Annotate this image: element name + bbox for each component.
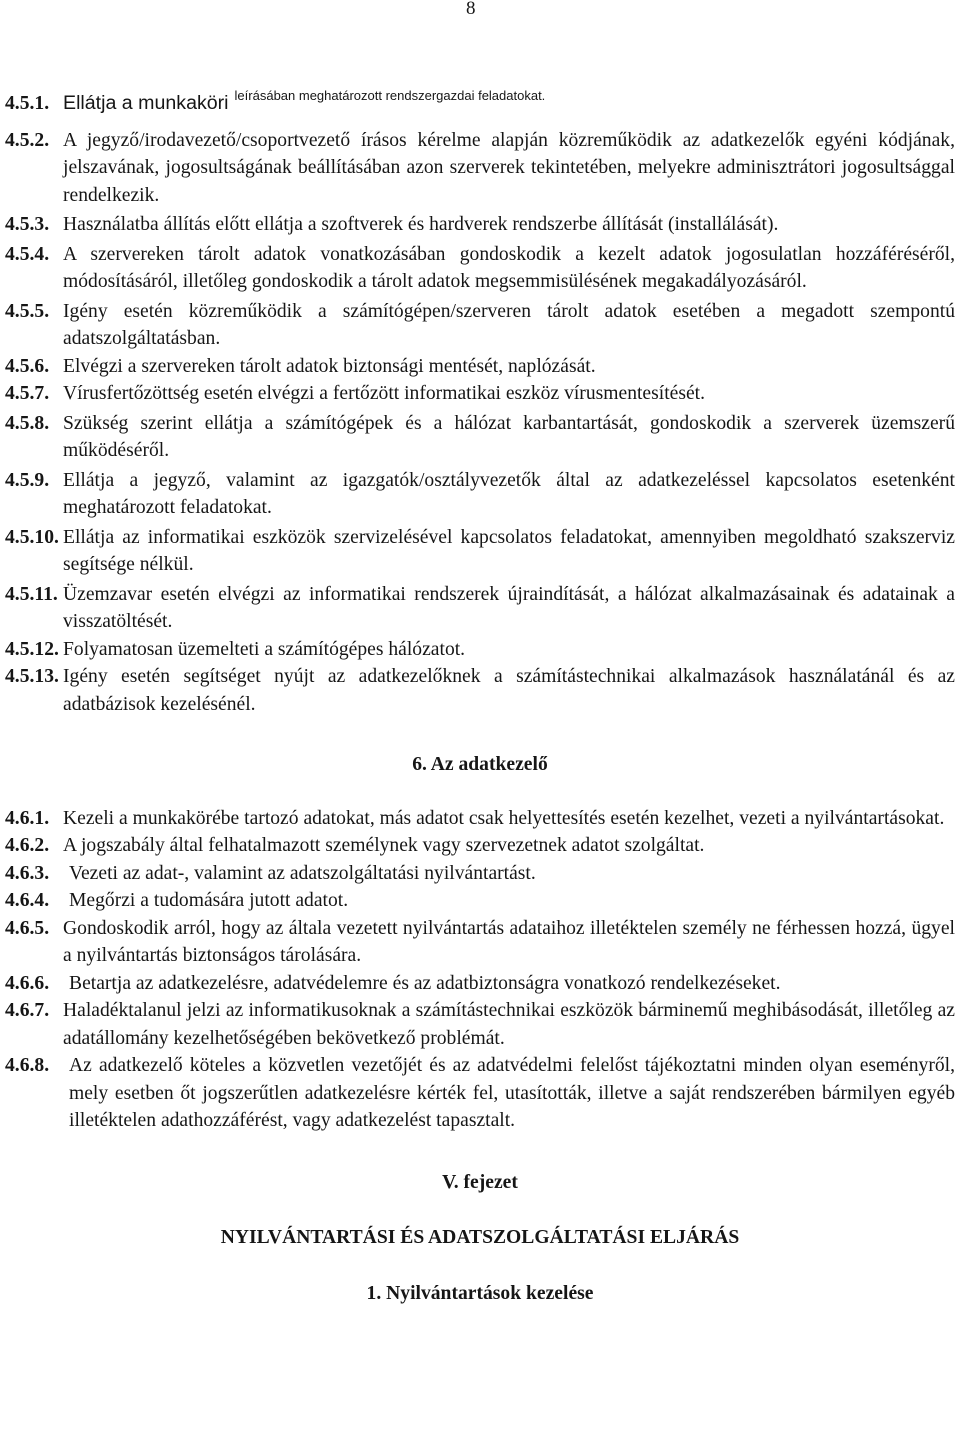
item-number: 4.5.9. <box>5 469 50 491</box>
item-number: 4.5.6. <box>5 355 50 377</box>
item-number: 4.5.12. <box>5 638 59 660</box>
item-text: Az adatkezelő köteles a közvetlen vezetőjét és az adatvédelmi felelőst tájékoztatni minden olyan eseményről, mely esetben őt jogszerűtlen adatkezelésre kérték fel, utasították, illetve a saját rendszerében bármilyen egyéb illetéktelen adathozzáférést, vagy adatkezelést tapasztalt. <box>69 1055 955 1131</box>
item-number: 4.6.8. <box>5 1055 50 1076</box>
document-body <box>5 90 955 1307</box>
item-text: Megőrzi a tudomására jutott adatot. <box>69 890 349 911</box>
item-number: 4.5.2. <box>5 129 50 151</box>
item-text: Használatba állítás előtt ellátja a szoftverek és hardverek rendszerbe állítását (installálását). <box>63 214 779 235</box>
chapter-heading: V. fejezet <box>442 1171 518 1193</box>
subsection-heading: 1. Nyilvántartások kezelése <box>366 1282 594 1304</box>
list-item <box>5 353 955 381</box>
item-number: 4.5.13. <box>5 666 59 687</box>
list-item <box>5 524 955 579</box>
list-item <box>5 915 955 970</box>
list-item <box>5 241 955 296</box>
item-number: 4.5.1. <box>5 93 50 114</box>
page-number: 8 <box>466 0 476 19</box>
superscript-text: leírásában meghatározott rendszergazdai feladatokat. <box>234 88 546 103</box>
list-item <box>5 970 955 998</box>
item-text: Haladéktalanul jelzi az informatikusoknak a számítástechnikai eszközök bárminemű meghibásodását, illetőleg az adatállomány kezelhetőségében bekövetkező problémát. <box>63 1000 955 1049</box>
item-text: Kezeli a munkakörébe tartozó adatokat, más adatot csak helyettesítés esetén kezelhet, vezeti a nyilvántartásokat. <box>63 807 945 829</box>
list-item <box>5 410 955 465</box>
item-number: 4.5.8. <box>5 412 50 434</box>
item-text: Üzemzavar esetén elvégzi az informatikai rendszerek újraindítását, a hálózat alkalmazásainak és adatainak a visszatöltését. <box>63 583 955 632</box>
item-number: 4.6.4. <box>5 890 50 911</box>
list-item <box>5 887 955 915</box>
item-text: Vírusfertőzöttség esetén elvégzi a fertőzött informatikai eszköz vírusmentesítését. <box>63 383 706 404</box>
item-number: 4.6.3. <box>5 862 50 884</box>
list-item <box>5 581 955 636</box>
item-number: 4.5.10. <box>5 526 59 548</box>
item-number: 4.6.5. <box>5 917 50 939</box>
item-text: Ellátja a jegyző, valamint az igazgatók/osztályvezetők által az adatkezeléssel kapcsolatos esetenként meghatározott feladatokat. <box>63 469 955 518</box>
item-text: Betartja az adatkezelésre, adatvédelemre és az adatbiztonságra vonatkozó rendelkezéseket. <box>69 972 781 994</box>
list-item <box>5 380 955 408</box>
item-number: 4.5.11. <box>5 583 58 605</box>
chapter-title: NYILVÁNTARTÁSI ÉS ADATSZOLGÁLTATÁSI ELJÁRÁS <box>220 1227 740 1248</box>
item-number: 4.5.3. <box>5 214 50 235</box>
item-number: 4.5.7. <box>5 383 50 404</box>
item-text: A jogszabály által felhatalmazott személynek vagy szervezetnek adatot szolgáltat. <box>63 835 705 856</box>
item-text: A szervereken tárolt adatok vonatkozásában gondoskodik a kezelt adatok jogosulatlan hozzáféréséről, módosításáról, illetőleg gondoskodik a tárolt adatok megsemmisülésének megakadályozásáról. <box>63 243 955 292</box>
item-text: Gondoskodik arról, hogy az általa vezetett nyilvántartás adataihoz illetéktelen személy ne férhessen hozzá, ügyel a nyilvántartás biztonságos tárolására. <box>63 917 955 966</box>
list-item <box>5 805 955 833</box>
item-text: Elvégzi a szervereken tárolt adatok biztonsági mentését, naplózását. <box>63 355 596 377</box>
section-4-6-list <box>5 805 955 1135</box>
item-number: 4.6.6. <box>5 972 50 994</box>
list-item <box>5 298 955 353</box>
item-number: 4.6.2. <box>5 835 50 856</box>
item-text: Ellátja az informatikai eszközök szervizelésével kapcsolatos feladatokat, amennyiben megoldható szakszerviz segítsége nélkül. <box>63 526 955 575</box>
list-item <box>5 1052 955 1135</box>
item-text: Szükség szerint ellátja a számítógépek és a hálózat karbantartását, gondoskodik a szerverek üzemszerű működéséről. <box>63 412 955 461</box>
item-text: Igény esetén segítséget nyújt az adatkezelőknek a számítástechnikai alkalmazások használatánál és az adatbázisok kezelésénél. <box>63 666 955 715</box>
list-item <box>5 663 955 718</box>
item-text: Folyamatosan üzemelteti a számítógépes hálózatot. <box>63 638 466 660</box>
list-item <box>5 211 955 239</box>
item-text: Igény esetén közreműködik a számítógépen/szerveren tárolt adatok esetében a megadott szempontú adatszolgáltatásban. <box>63 300 955 349</box>
list-item <box>5 636 955 664</box>
item-number: 4.6.7. <box>5 1000 50 1021</box>
section-heading: 6. Az adatkezelő <box>412 754 548 775</box>
item-number: 4.6.1. <box>5 807 50 829</box>
list-item <box>5 127 955 210</box>
item-text: Ellátja a munkaköri <box>63 92 229 114</box>
list-item-4-5-1 <box>5 90 955 119</box>
item-text: Vezeti az adat-, valamint az adatszolgáltatási nyilvántartást. <box>69 862 536 884</box>
list-item <box>5 860 955 888</box>
list-item <box>5 997 955 1052</box>
list-item <box>5 467 955 522</box>
item-number: 4.5.5. <box>5 300 50 322</box>
section-4-5-list <box>5 127 955 719</box>
list-item <box>5 832 955 860</box>
item-number: 4.5.4. <box>5 243 50 265</box>
item-text: A jegyző/irodavezető/csoportvezető írásos kérelme alapján közreműködik az adatkezelők egyéni kódjának, jelszavának, jogosultságának beállításában azon szerverek tekintetében, melyekre adminisztrátori jogosultsággal rendelkezik. <box>63 129 955 206</box>
